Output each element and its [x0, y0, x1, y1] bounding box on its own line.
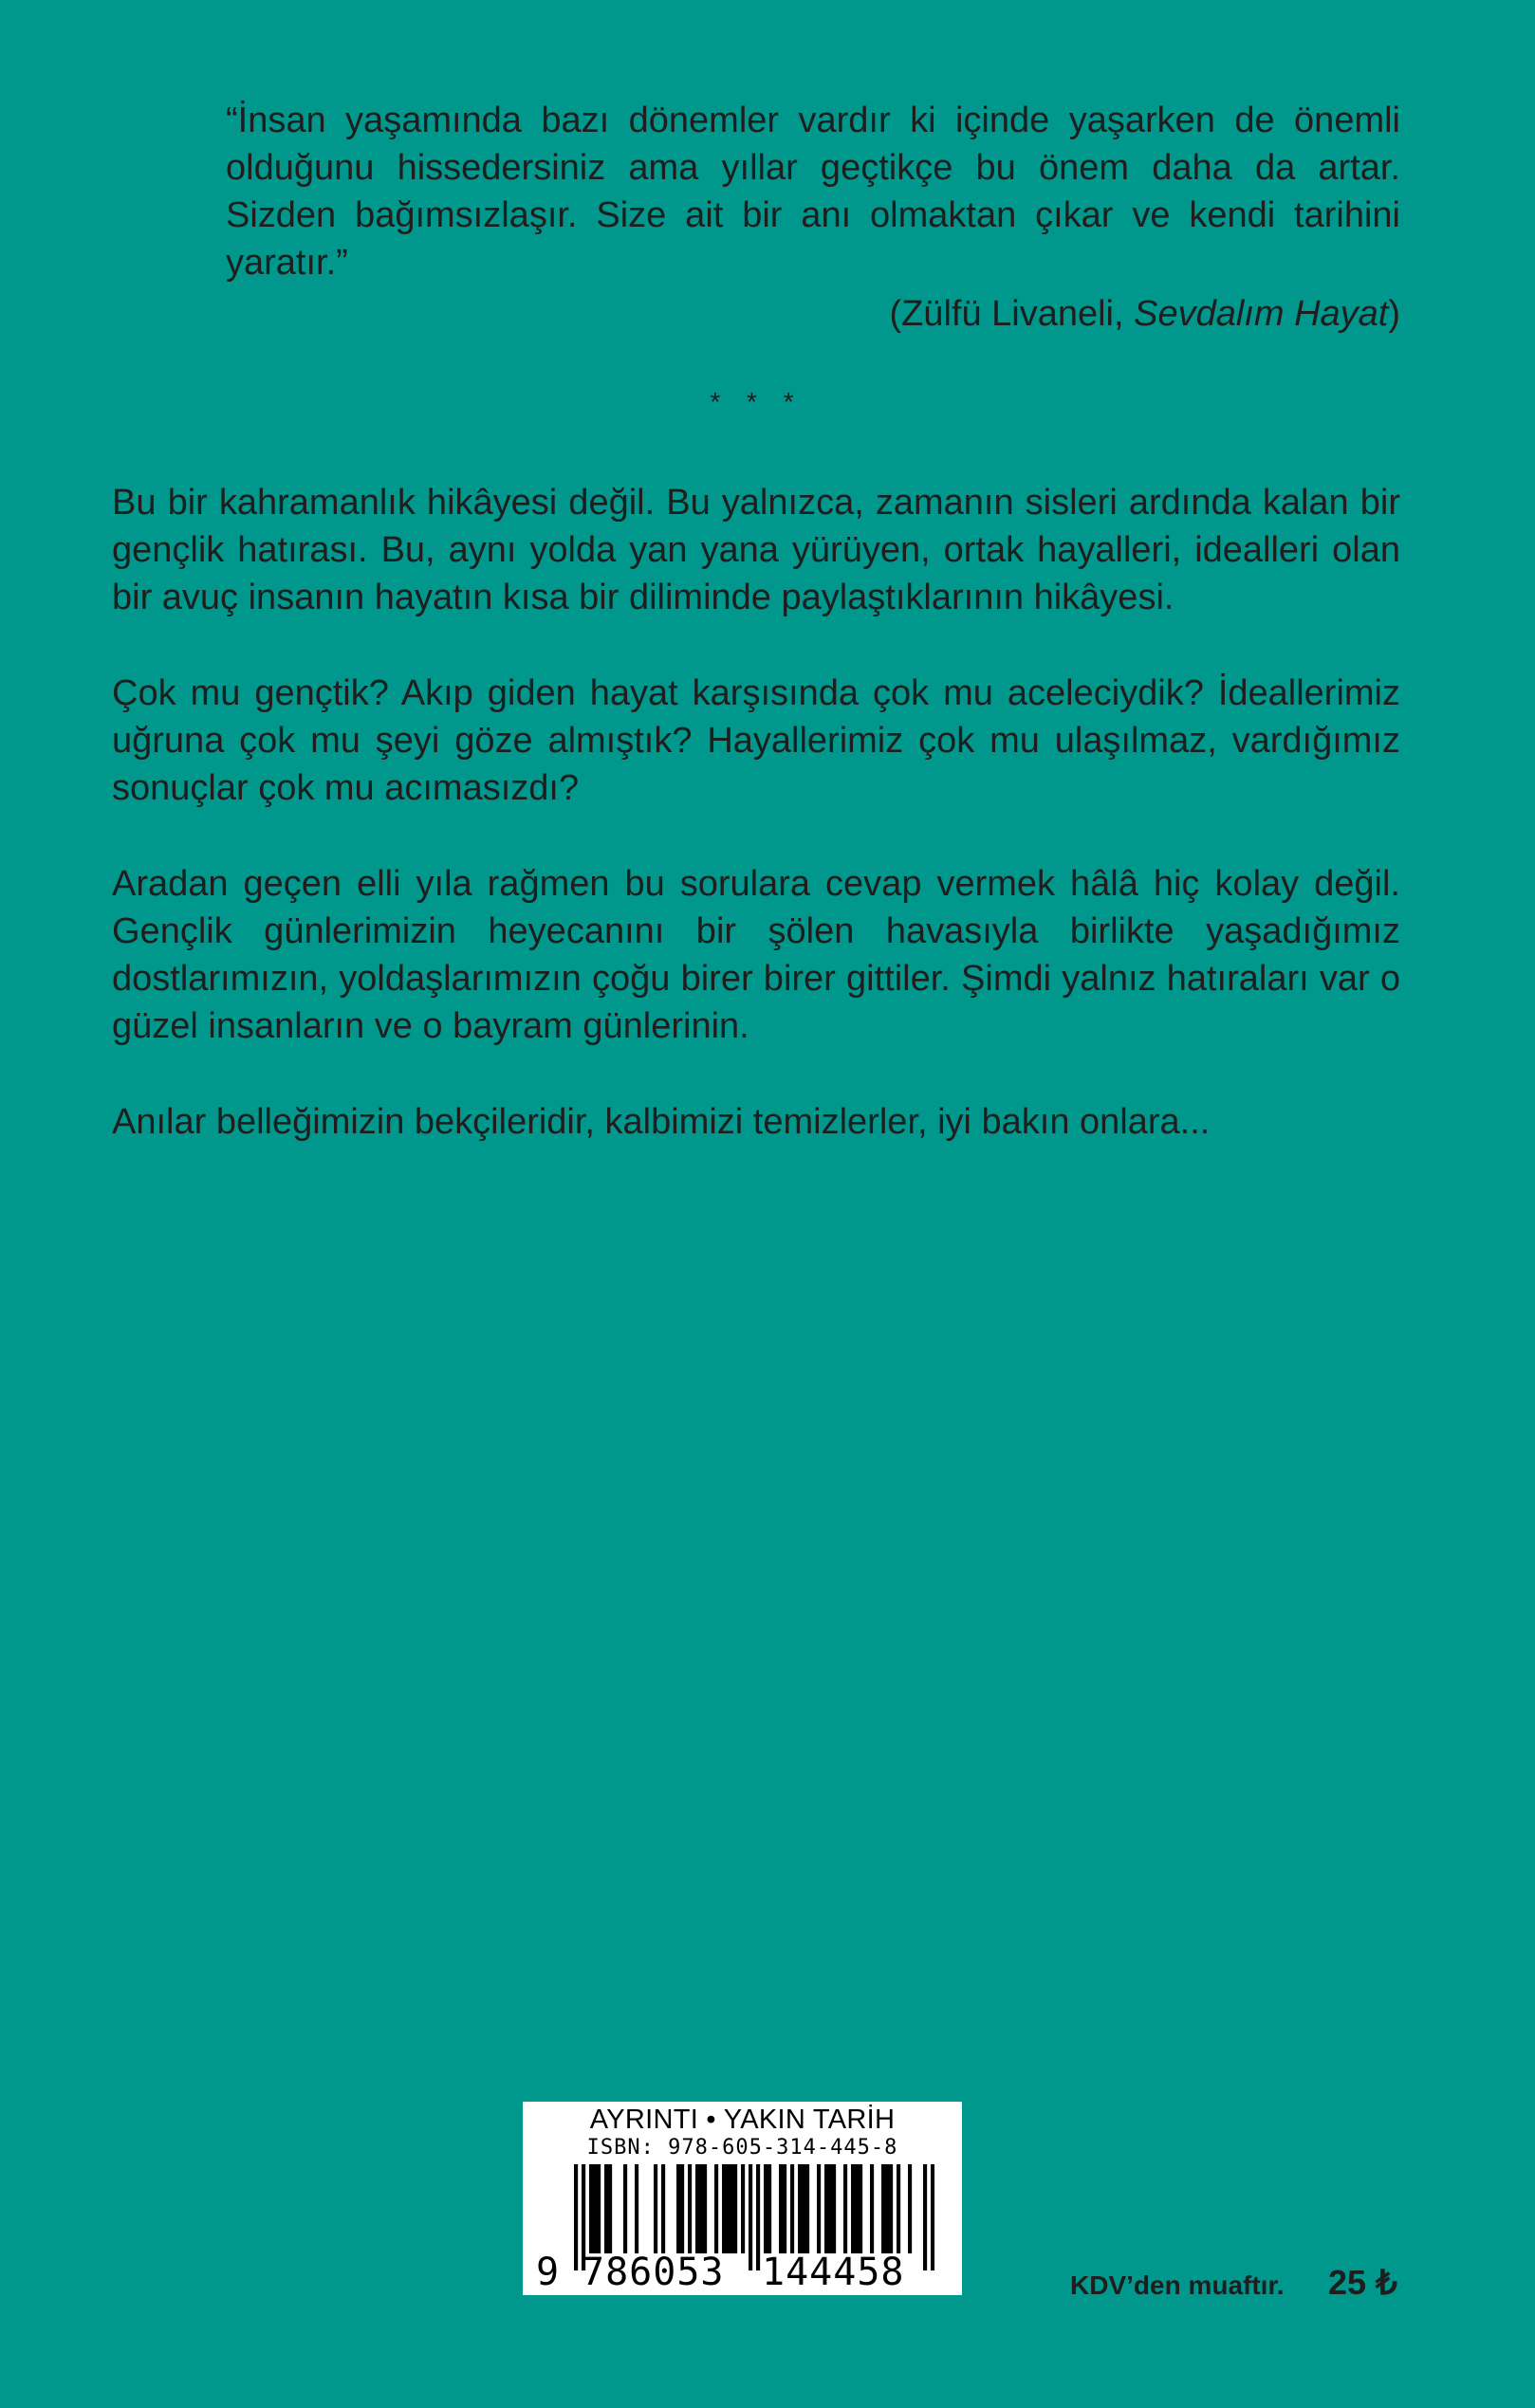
barcode-bar	[741, 2164, 745, 2253]
barcode-bar	[623, 2164, 627, 2253]
barcode-bar	[817, 2164, 821, 2253]
barcode-bar	[832, 2164, 836, 2253]
barcode-guard-bar	[749, 2164, 752, 2270]
barcode-bar	[843, 2164, 847, 2253]
barcode-bar	[635, 2164, 638, 2253]
price: 25 ₺	[1328, 2263, 1397, 2302]
barcode-bar	[608, 2164, 612, 2253]
barcode-bar	[703, 2164, 707, 2253]
barcode-bar	[730, 2164, 733, 2253]
barcode-bar	[889, 2164, 893, 2253]
barcode-bar	[589, 2164, 593, 2253]
epigraph-source	[889, 290, 1400, 338]
barcode-bar	[881, 2164, 885, 2253]
barcode-bar	[593, 2164, 597, 2253]
barcode-bar	[851, 2164, 855, 2253]
barcode-bar	[798, 2164, 802, 2253]
barcode-guard-bar	[931, 2164, 934, 2270]
isbn-barcode-label	[523, 2102, 962, 2295]
barcode-guard-bar	[574, 2164, 578, 2270]
barcode-bar	[733, 2164, 737, 2253]
epigraph-source-author: (Zülfü Livaneli,	[889, 294, 1135, 334]
barcode-bar	[654, 2164, 657, 2253]
barcode-bar	[714, 2164, 718, 2253]
barcode-digits-left: 786053	[582, 2251, 725, 2294]
barcode-bar	[870, 2164, 874, 2253]
barcode-bar	[661, 2164, 665, 2253]
barcode-guard-bar	[756, 2164, 760, 2270]
barcode-bar	[783, 2164, 786, 2253]
epigraph-quote: “İnsan yaşamında bazı dönemler vardır ki içinde yaşarken de önemli olduğunu hissedersiniz ama yıllar geçtikçe bu önem daha da artar. Sizden bağımsızlaşır. Size ait bir anı olmaktan çıkar ve kendi tarihini yaratır.”	[226, 101, 1400, 283]
barcode-bar	[885, 2164, 889, 2253]
epigraph-source-close: )	[1388, 294, 1400, 334]
blurb-paragraph: Aradan geçen elli yıla rağmen bu sorulara cevap vermek hâlâ hiç kolay değil. Gençlik günlerimizin heyecanını bir şölen havasıyla birlikte yaşadığımız dostlarımızın, yoldaşlarımızın çoğu birer birer gittiler. Şimdi yalnız hatıraları var o güzel insanların ve o bayram günlerinin.	[112, 864, 1400, 1046]
blurb-text	[112, 479, 1400, 1194]
tax-exempt-note: KDV’den muaftır.	[1070, 2270, 1285, 2300]
barcode-bar	[768, 2164, 771, 2253]
barcode-guard-bar	[923, 2164, 927, 2270]
blurb-paragraph: Çok mu gençtik? Akıp giden hayat karşısında çok mu aceleciydik? İdeallerimiz uğruna çok mu şeyi göze almıştık? Hayallerimiz çok mu ulaşılmaz, vardığımız sonuçlar çok mu acımasızdı?	[112, 673, 1400, 808]
barcode-bar	[790, 2164, 794, 2253]
blurb-paragraph: Anılar belleğimizin bekçileridir, kalbimizi temizlerler, iyi bakın onlara...	[112, 1102, 1211, 1142]
barcode-bar	[680, 2164, 684, 2253]
barcode-bar	[597, 2164, 601, 2253]
barcode-bar	[764, 2164, 768, 2253]
barcode-bar	[859, 2164, 862, 2253]
barcode-bar	[855, 2164, 859, 2253]
blurb-paragraph: Bu bir kahramanlık hikâyesi değil. Bu yalnızca, zamanın sisleri ardında kalan bir gençlik hatırası. Bu, aynı yolda yan yana yürüyen, ortak hayalleri, idealleri olan bir avuç insanın hayatın kısa bir diliminde paylaştıklarının hikâyesi.	[112, 483, 1400, 617]
publisher-series: AYRINTI • YAKIN TARİH	[589, 2105, 896, 2135]
barcode-bar	[779, 2164, 783, 2253]
barcode-bar	[726, 2164, 730, 2253]
barcode-digit-first: 9	[536, 2251, 560, 2294]
barcode-bar	[722, 2164, 726, 2253]
epigraph-source-title: Sevdalım Hayat	[1134, 294, 1389, 334]
barcode-bar	[695, 2164, 699, 2253]
barcode-bar	[604, 2164, 608, 2253]
section-divider: * * *	[710, 387, 804, 416]
barcode-bar	[688, 2164, 692, 2253]
isbn-number: ISBN: 978-605-314-445-8	[586, 2136, 898, 2160]
barcode-digits-right: 144458	[762, 2251, 905, 2294]
barcode-bar	[676, 2164, 680, 2253]
barcode-bar	[699, 2164, 703, 2253]
barcode-bar	[897, 2164, 900, 2253]
barcode-bar	[805, 2164, 809, 2253]
barcode-bar	[824, 2164, 828, 2253]
barcode-bar	[908, 2164, 912, 2253]
barcode-bar	[828, 2164, 832, 2253]
barcode-bar	[802, 2164, 805, 2253]
